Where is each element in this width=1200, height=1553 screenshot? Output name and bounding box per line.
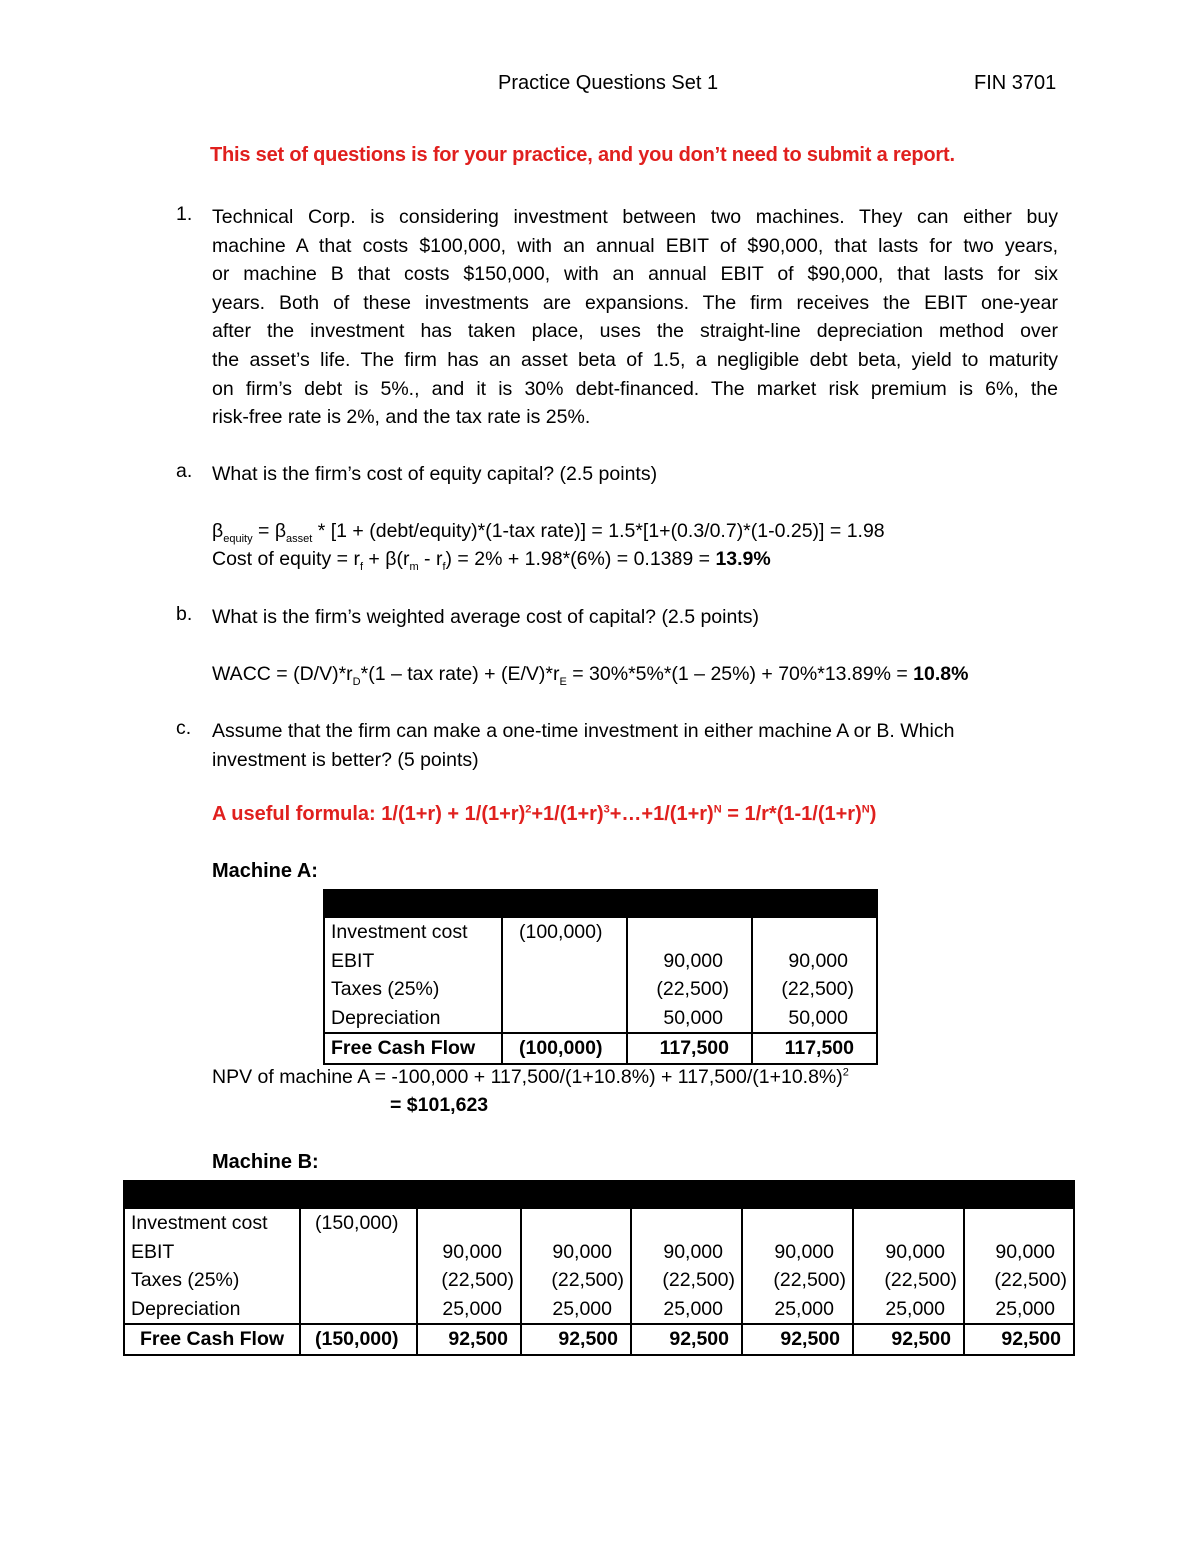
row-label: Depreciation xyxy=(331,1006,441,1029)
cell-year-5: (22,500) xyxy=(853,1266,964,1295)
sup-n: N xyxy=(861,803,870,816)
cell-y2: 90,000 xyxy=(752,947,877,976)
part-c-question xyxy=(212,717,1058,774)
coe-suffix: ) = 2% + 1.98*(6%) = 0.1389 = xyxy=(445,548,716,570)
sub-m: m xyxy=(409,560,419,573)
q1-line: on firm’s debt is 5%., and it is 30% debt-financed. The market risk premium is 6%, the xyxy=(212,377,1058,400)
free-cash-flow-row xyxy=(124,1324,1074,1355)
table-header-row xyxy=(324,890,877,918)
beta-asset-sub: asset xyxy=(286,532,313,545)
coe-mid: + β(r xyxy=(363,548,410,570)
cell-year-6: 90,000 xyxy=(964,1238,1074,1267)
row-label: Taxes (25%) xyxy=(331,978,440,1000)
question-1-text xyxy=(212,203,1058,432)
cell-year-4: 25,000 xyxy=(742,1295,853,1325)
npv-sup: 2 xyxy=(842,1066,849,1079)
cell-y0 xyxy=(300,1238,417,1267)
cell-year-2: 90,000 xyxy=(521,1238,631,1267)
cell-year-2: 25,000 xyxy=(521,1295,631,1325)
cell-year-3: 25,000 xyxy=(631,1295,742,1325)
cell-year-6: 25,000 xyxy=(964,1295,1074,1325)
practice-notice: This set of questions is for your practice, and you don’t need to submit a report. xyxy=(210,144,955,166)
q1-line: risk-free rate is 2%, and the tax rate is 25%. xyxy=(212,406,591,429)
part-c-line: Assume that the firm can make a one-time investment in either machine A or B. Which xyxy=(212,720,955,742)
cell-year-1 xyxy=(417,1209,521,1238)
cell-year-1: 25,000 xyxy=(417,1295,521,1325)
cell-year-3: 92,500 xyxy=(631,1324,742,1355)
table-row xyxy=(124,1295,1074,1325)
row-label: EBIT xyxy=(331,949,375,972)
q1-line: the asset’s life. The firm has an asset beta of 1.5, a negligible debt beta, yield to maturity xyxy=(212,348,1058,371)
machine-a-table xyxy=(323,889,878,1065)
beta-formula-rest: * [1 + (debt/equity)*(1-tax rate)] = 1.5*[1+(0.3/0.7)*(1-0.25)] = 1.98 xyxy=(312,520,885,542)
wacc-mid: *(1 – tax rate) + (E/V)*r xyxy=(360,663,560,685)
cell-year-2: 92,500 xyxy=(521,1324,631,1355)
cell-year-5 xyxy=(853,1209,964,1238)
cell-y0: (100,000) xyxy=(502,1033,627,1064)
cell-y1 xyxy=(627,918,752,947)
cell-y0 xyxy=(502,975,627,1004)
row-label: Investment cost xyxy=(331,921,468,943)
q1-line: years. Both of these investments are expansions. The firm receives the EBIT one-year xyxy=(212,291,1058,314)
cell-year-5: 25,000 xyxy=(853,1295,964,1325)
cell-y0 xyxy=(502,947,627,976)
part-a-question: What is the firm’s cost of equity capital? (2.5 points) xyxy=(212,463,658,485)
cost-of-equity-answer: 13.9% xyxy=(715,548,771,570)
cell-y0 xyxy=(300,1295,417,1325)
cell-year-1: 92,500 xyxy=(417,1324,521,1355)
wacc-answer: 10.8% xyxy=(913,663,969,685)
cell-y0 xyxy=(300,1266,417,1295)
useful-mid1: +1/(1+r) xyxy=(531,803,604,825)
cell-y1: 90,000 xyxy=(627,947,752,976)
beta-symbol: β xyxy=(212,520,224,542)
row-label: Free Cash Flow xyxy=(324,1033,502,1064)
cell-y1: 117,500 xyxy=(627,1033,752,1064)
row-label: Investment cost xyxy=(131,1212,268,1234)
cell-year-4: (22,500) xyxy=(742,1266,853,1295)
table-row xyxy=(124,1209,1074,1238)
sup-n: N xyxy=(713,803,722,816)
row-label: Taxes (25%) xyxy=(131,1269,240,1291)
free-cash-flow-row xyxy=(324,1033,877,1064)
course-code: FIN 3701 xyxy=(974,72,1057,94)
table-row xyxy=(324,975,877,1004)
sub-d: D xyxy=(352,675,361,688)
cost-of-equity-formula xyxy=(212,545,771,581)
machine-a-label: Machine A: xyxy=(212,860,318,882)
machine-b-table xyxy=(123,1180,1075,1356)
cell-year-4: 90,000 xyxy=(742,1238,853,1267)
cell-year-3: (22,500) xyxy=(631,1266,742,1295)
q1-line: or machine B that costs $150,000, with an annual EBIT of $90,000, that lasts for six xyxy=(212,263,1058,286)
cell-y0: (100,000) xyxy=(502,918,627,947)
part-c-line: investment is better? (5 points) xyxy=(212,748,479,771)
cell-y2: 117,500 xyxy=(752,1033,877,1064)
wacc-prefix: WACC = (D/V)*r xyxy=(212,663,353,685)
cell-y2: 50,000 xyxy=(752,1004,877,1034)
cell-year-4: 92,500 xyxy=(742,1324,853,1355)
table-row xyxy=(124,1266,1074,1295)
document-title: Practice Questions Set 1 xyxy=(498,72,719,94)
table-row xyxy=(324,947,877,976)
beta-equity-sub: equity xyxy=(223,532,253,545)
sup-3: 3 xyxy=(603,803,610,816)
cell-year-3: 90,000 xyxy=(631,1238,742,1267)
cell-y1: 50,000 xyxy=(627,1004,752,1034)
wacc-formula xyxy=(212,660,968,696)
row-label: Free Cash Flow xyxy=(124,1324,300,1355)
cell-y0: (150,000) xyxy=(300,1209,417,1238)
part-a-letter: a. xyxy=(176,460,193,482)
table-row xyxy=(324,918,877,947)
cell-year-2 xyxy=(521,1209,631,1238)
cell-year-1: (22,500) xyxy=(417,1266,521,1295)
useful-mid2: +…+1/(1+r) xyxy=(609,803,714,825)
part-b-letter: b. xyxy=(176,603,193,625)
table-row xyxy=(124,1238,1074,1267)
sub-e: E xyxy=(559,675,567,688)
question-number: 1. xyxy=(176,203,193,225)
wacc-suffix: = 30%*5%*(1 – 25%) + 70%*13.89% = xyxy=(566,663,914,685)
table-header-row xyxy=(124,1181,1074,1209)
beta-equity-formula: $\beta_{equity} = \beta_{asset} * [1$ + (debt/equity)*(1-tax rate)] = 1.5*[1+(0.3/0.7)*(1-0.25)] = 1.98 xyxy=(212,520,885,545)
cell-year-2: (22,500) xyxy=(521,1266,631,1295)
cell-y0: (150,000) xyxy=(300,1324,417,1355)
coe-mid2: - r xyxy=(418,548,443,570)
q1-line: after the investment has taken place, uses the straight-line depreciation method over xyxy=(212,320,1058,343)
sub-f: f xyxy=(359,560,364,573)
cell-year-4 xyxy=(742,1209,853,1238)
cell-year-1: 90,000 xyxy=(417,1238,521,1267)
npv-machine-a-result: = $101,623 xyxy=(390,1094,489,1116)
beta-symbol: β xyxy=(274,520,287,542)
cell-year-3 xyxy=(631,1209,742,1238)
npv-machine-a-formula xyxy=(212,1066,849,1089)
row-label: EBIT xyxy=(131,1240,175,1263)
table-row xyxy=(324,1004,877,1034)
cell-y2 xyxy=(752,918,877,947)
npv-a-prefix: NPV of machine A = -100,000 + 117,500/(1+10.8%) + 117,500/(1+10.8%) xyxy=(212,1066,843,1088)
useful-mid3: = 1/r*(1-1/(1+r) xyxy=(721,803,862,825)
useful-prefix: A useful formula: 1/(1+r) + 1/(1+r) xyxy=(212,803,526,825)
part-b-question: What is the firm’s weighted average cost of capital? (2.5 points) xyxy=(212,606,759,628)
part-c-letter: c. xyxy=(176,717,192,739)
useful-formula xyxy=(212,803,876,826)
machine-b-label: Machine B: xyxy=(212,1151,319,1173)
cell-year-6 xyxy=(964,1209,1074,1238)
coe-prefix: Cost of equity = r xyxy=(212,548,360,570)
row-label: Depreciation xyxy=(131,1297,241,1320)
cell-y0 xyxy=(502,1004,627,1034)
cell-year-5: 92,500 xyxy=(853,1324,964,1355)
q1-line: Technical Corp. is considering investment between two machines. They can either buy xyxy=(212,206,1058,228)
useful-end: ) xyxy=(869,803,877,825)
sup-2: 2 xyxy=(525,803,532,816)
cell-y1: (22,500) xyxy=(627,975,752,1004)
q1-line: machine A that costs $100,000, with an annual EBIT of $90,000, that lasts for two years, xyxy=(212,234,1058,257)
cell-year-6: (22,500) xyxy=(964,1266,1074,1295)
cell-y2: (22,500) xyxy=(752,975,877,1004)
sub-f: f xyxy=(442,560,446,573)
cell-year-6: 92,500 xyxy=(964,1324,1074,1355)
cell-year-5: 90,000 xyxy=(853,1238,964,1267)
